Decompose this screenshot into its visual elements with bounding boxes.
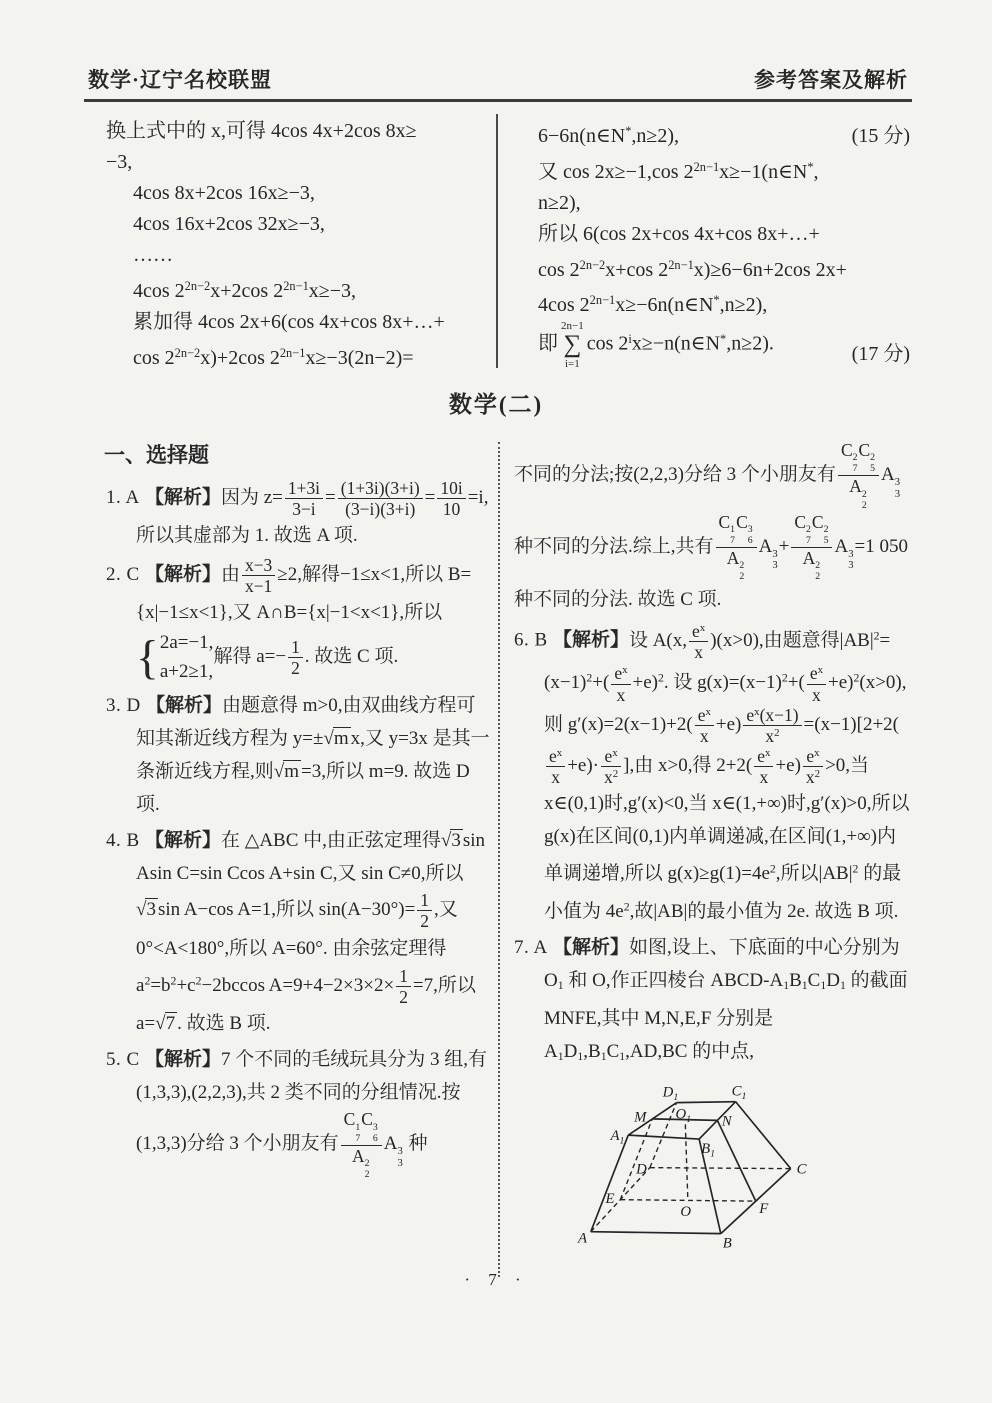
visible-edge [591,1135,628,1232]
hidden-edge [620,1119,652,1200]
score-mark: (15 分) [851,124,910,147]
fraction: $\frac{e^x}{x^2}$ [803,746,823,787]
summation: 2n−1 ∑ i=1 [561,320,584,370]
solution-text: 由 $\frac{x-3}{x-1}$ ≥2,解得−1≤x<1,所以 B={x|−1≤x<1},又 A∩B={x|−1<x<1},所以 { 2a=−1, a+2≥1, 解得 a=− $\frac{1}{2}$ . 故选 C 项. [136,564,471,667]
problem-solution [106,689,490,821]
header-rule [84,99,912,102]
formula-line: 累加得 4cos 2x+6(cos 4x+cos 8x+…+ [133,310,445,333]
formula-line: −3, [106,151,133,173]
formula-line: 4cos 16x+2cos 32x≥−3, [133,213,325,235]
sqrt: √3 [136,899,156,921]
cases-brace: { 2a=−1, a+2≥1, [136,631,214,684]
fraction: $\frac{e^x(x-1)}{x^2}$ [743,705,801,746]
solution-text: 不同的分法;按(2,2,3)分给 3 个小朋友有 C 2 7 C 2 5 A 2 2 A 3 3 种不同的分法.综上,共有 C 1 7 C 3 6 A 2 2 A 3 3 + C 2 7 C 2 5 A 2 2 A 3 3 =1 050 种不同的分法. 故选 C 项. [514,440,908,611]
fraction: $\frac{1}{2}$ [396,966,411,1007]
hidden-edge [620,1199,755,1200]
vertex-label: B [722,1235,732,1252]
fraction: C 1 7 C 3 6 A 2 2 [341,1109,382,1181]
problem-number: 7. A [514,936,553,958]
formula-line: 4cos $2^{2n-2}x+2\cos$ $2^{2n-1}x\ge-3$, [133,279,357,302]
problem-solution [514,931,912,1073]
fraction: C 1 7 C 3 6 A 2 2 [716,512,757,584]
visible-edge [591,1231,721,1233]
top-section [86,112,912,374]
formula-line: …… [133,244,173,266]
answer-key-title: 参考答案及解析 [754,68,908,92]
fraction: $\frac{(1+3i)(3+i)}{(3-i)(3+i)}$ [338,478,423,519]
vertex-label: C [796,1161,807,1178]
solution-text: 因为 z= $\frac{1+3i}{3-i}$ = $\frac{(1+3i)(3+i)}{(3-i)(3+i)}$ = $\frac{10i}{10}$ =i,所以其虚部为 1. 故选 A 项. [136,478,489,547]
problem-solution [514,619,912,928]
fraction: $\frac{1}{2}$ [288,637,303,678]
solution-text: 如图,设上、下底面的中心分别为 O1 和 O,作正四棱台 ABCD-A1B1C1D1 的截面 MNFE,其中 M,N,E,F 分别是 A1D1,B1C1,AD,BC 的中点, [544,936,908,1063]
problem-number: 5. C [106,1049,145,1071]
formula-line: 又 cos 2x≥−1,cos $2^{2n-1}x\ge-1(n\in N^*$, [538,159,819,183]
page-number: · 7 · [464,1270,528,1289]
vertex-label: E [605,1190,615,1207]
fraction: $\frac{e^x}{x}$ [754,746,773,787]
frustum-figure [576,1079,906,1259]
answers-section [86,438,912,1277]
vertex-label: O [680,1203,692,1220]
problem-number: 4. B [106,830,145,852]
formula-line: $\cos 2^{2n-2}x)+2\cos$ $2^{2n-1}x\ge-3(2n-2)=$ [133,345,414,369]
top-left-column [86,112,496,374]
fraction: $\frac{e^x}{x}$ [807,663,826,704]
fraction: C 2 7 C 2 5 A 2 2 [838,440,879,512]
problem-solution-continued [514,440,912,616]
vertex-label: N [721,1113,732,1130]
vertex-label: $O_1$ [675,1106,692,1125]
analysis-tag: 【解析】 [144,830,221,852]
visible-edge [676,1101,735,1102]
fraction: $\frac{e^x}{x}$ [689,621,708,662]
analysis-tag: 【解析】 [552,936,629,958]
problem-solution [106,1043,490,1181]
problems-left [106,478,490,1181]
fraction: $\frac{e^x}{x}$ [611,663,630,704]
top-right-column [498,112,912,374]
score-mark: (17 分) [851,342,910,365]
visible-edge [717,1120,755,1201]
formula-line: 即 2n−1 ∑ i=1 $\cos 2^ix\ge-n(n\in N^*,n\ge 2)$. (17 分) [538,320,910,370]
formula-line: n≥2), [538,191,581,214]
hidden-edge [685,1124,687,1199]
problem-solution [106,824,490,1040]
hidden-edge [650,1167,791,1168]
visible-edge [736,1101,791,1168]
formula-line: 6−6n(n∈N*,n≥2), (15 分) [538,116,912,152]
vertex-label: M [634,1109,647,1126]
fraction: $\frac{10i}{10}$ [437,478,465,519]
problem-number: 6. B [514,629,553,651]
problem-number: 3. D [106,695,146,717]
formula-line: 所以 6(cos 2x+cos 4x+cos 8x+…+ [538,222,820,245]
solution-text: 由题意得 m>0,由双曲线方程可知其渐近线方程为 y=±√m x,又 y=3x 是其一条渐近线方程,则√m =3,所以 m=9. 故选 D 项. [136,695,490,816]
sqrt: √3 [440,830,461,852]
vertex-label: $D_1$ [662,1084,679,1103]
formula-line: 4cos $2^{2n-1}x\ge-6n(n\in N^*,n\ge 2)$, [538,293,768,317]
fraction: $\frac{1}{2}$ [417,890,432,931]
solution-text: 设 A(x, $\frac{e^x}{x}$ )(x>0),由题意得$|AB|^2=(x-1)^2+$( $\frac{e^x}{x}$ +e)$^2$. 设 $g(x)=(x-1)^2+$( $\frac{e^x}{x}$ +e)$^2$(x>0),则 g′(x)=2(x−1)+2( $\frac{e^x}{x}$ +e) $\frac{e^x(x-1)}{x^2}$ =(x−1)[2+2( $\frac{e^x}{x}$ +e)· $\frac{e^x}{x^2}$ ],由 x>0,得 2+2( $\frac{e^x}{x}$ +e) $\frac{e^x}{x^2}$ >0,当 x∈(0,1)时,g′(x)<0,当 x∈(1,+∞)时,g′(x)>0,所以 g(x)在区间(0,1)内单调递减,在区间(1,+∞)内单调递增,所以 $g(x)\ge g(1)=4e^2$,所以$|AB|^2$ 的最小值为 $4e^2$,故|AB|的最小值为 2e. 故选 B 项. [544,620,910,922]
vertex-label: F [759,1200,769,1217]
frustum-svg [576,1079,906,1254]
formula-line: $\cos 2^{2n-2}x+\cos$ $2^{2n-1}x)\ge 6-6n+2\cos$ 2x+ [538,257,847,281]
problem-solution [106,555,490,686]
sqrt: √m [273,761,299,783]
problems-right [514,440,912,1073]
problem-number: 2. C [106,564,145,586]
problem-solution [106,478,490,552]
formula-line: 换上式中的 x,可得 4cos 4x+2cos 8x≥ [106,120,417,142]
journal-title: 数学·辽宁名校联盟 [88,68,273,92]
fraction: $\frac{x-3}{x-1}$ [242,555,275,596]
analysis-tag: 【解析】 [144,1049,221,1071]
fraction: C 2 7 C 2 5 A 2 2 [791,512,832,584]
solution-text: 在 △ABC 中,由正弦定理得√3 sin Asin C=sin Ccos A+sin C,又 sin C≠0,所以√3 sin A−cos A=1,所以 sin(A−30°)= $\frac{1}{2}$ ,又 0°<A<180°,所以 A=60°. 由余弦定理得 $a^2=b^2+c^2-2bccos$ A=9+4−2×3×2× $\frac{1}{2}$ =7,所以 a=√7 . 故选 B 项. [136,830,486,1035]
vertex-label: D [636,1161,647,1178]
fraction: $\frac{1+3i}{3-i}$ [285,478,323,519]
page-header [88,64,908,94]
fraction: $\frac{e^x}{x}$ [546,746,565,787]
vertex-label: $B_1$ [701,1140,716,1160]
sqrt: √7 [155,1013,176,1035]
analysis-tag: 【解析】 [145,695,222,717]
vertex-label: $C_1$ [731,1083,747,1102]
formula-line: 4cos 8x+2cos 16x≥−3, [133,182,315,204]
vertex-label: $A_1$ [610,1127,625,1147]
analysis-tag: 【解析】 [144,486,221,508]
section-heading: 一、选择题 [104,443,209,467]
sqrt: √m [323,728,349,750]
analysis-tag: 【解析】 [552,629,629,651]
fraction: $\frac{e^x}{x^2}$ [601,746,621,787]
answers-left-column [86,438,498,1277]
fraction: $\frac{e^x}{x}$ [695,705,714,746]
answers-right-column [500,438,912,1277]
analysis-tag: 【解析】 [144,564,221,586]
problem-number: 1. A [106,486,145,508]
vertex-label: A [577,1230,588,1247]
solution-text: 7 个不同的毛绒玩具分为 3 组,有(1,3,3),(2,2,3),共 2 类不同的分组情况.按(1,3,3)分给 3 个小朋友有 C 1 7 C 3 6 A 2 2 A 3 3 种 [136,1049,487,1180]
paper-title: 数学(二) [448,392,544,417]
